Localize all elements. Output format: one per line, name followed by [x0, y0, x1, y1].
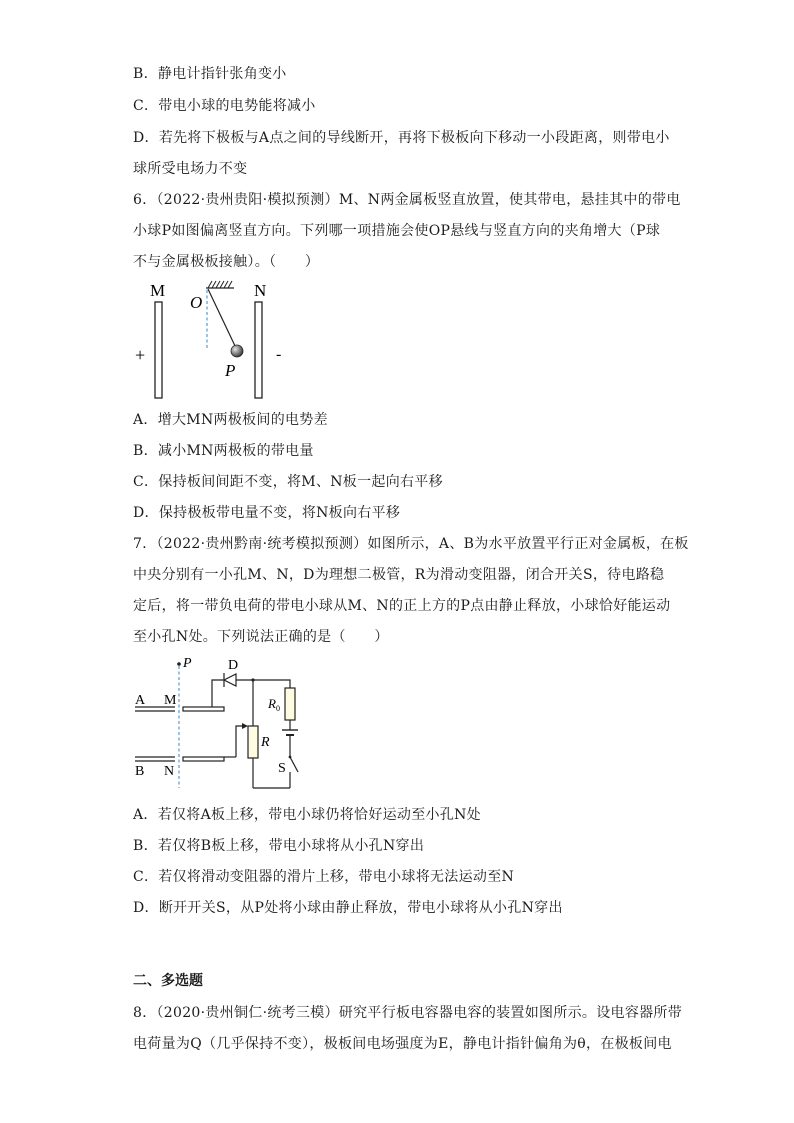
- point-p: [177, 662, 181, 666]
- diode-d: [224, 674, 236, 686]
- q7-option-c: C．若仅将滑动变阻器的滑片上移，带电小球将无法运动至N: [133, 869, 515, 885]
- node-top: [251, 678, 254, 681]
- q6-stem-line2: 小球P如图偏离竖直方向。下列哪一项措施会使OP悬线与竖直方向的夹角增大（P球: [133, 223, 661, 239]
- q8-stem-line2: 电荷量为Q（几乎保持不变），极板间电场强度为E，静电计指针偏角为θ，在极板间电: [133, 1036, 672, 1052]
- rheostat-r: [248, 726, 258, 758]
- label-p: P: [183, 656, 192, 671]
- q6-stem-line1: 6．（2022·贵州贵阳·模拟预测）M、N两金属板竖直放置，使其带电，悬挂其中的带电: [133, 192, 681, 208]
- q5-option-d-line2: 球所受电场力不变: [133, 161, 248, 177]
- minus-sign: -: [276, 346, 282, 363]
- pendulum-string: [208, 289, 236, 348]
- label-o: O: [190, 293, 203, 312]
- label-b: B: [135, 764, 145, 779]
- q7-stem-line1: 7．（2022·贵州黔南·统考模拟预测）如图所示，A、B为水平放置平行正对金属板，在板: [133, 536, 689, 552]
- label-m: M: [164, 693, 177, 708]
- slider-arrow: [242, 723, 248, 729]
- q7-option-d: D．断开开关S，从P处将小球由静止释放，带电小球将从小孔N穿出: [133, 900, 563, 916]
- rheostat-slider: [236, 726, 244, 744]
- q5-option-d-line1: D．若先将下极板与A点之间的导线断开，再将下极板向下移动一小段距离，则带电小: [133, 130, 670, 146]
- q7-stem-line2: 中央分别有一小孔M、N，D为理想二极管，R为滑动变阻器，闭合开关S，待电路稳: [133, 567, 665, 583]
- q5-option-b: B．静电计指针张角变小: [133, 66, 287, 82]
- resistor-r0: [285, 688, 295, 720]
- plus-sign: +: [135, 345, 146, 365]
- q6-option-d: D．保持极板带电量不变，将N板向右平移: [133, 505, 401, 521]
- label-d: D: [228, 658, 239, 673]
- plate-n: [255, 302, 262, 398]
- q8-stem-line1: 8．（2020·贵州铜仁·统考三模）研究平行板电容器电容的装置如图所示。设电容器所带: [133, 1005, 683, 1021]
- charged-ball-p: [231, 345, 243, 357]
- switch-s: [290, 757, 298, 772]
- label-a: A: [135, 693, 146, 708]
- q7-option-b: B．若仅将B板上移，带电小球将从小孔N穿出: [133, 838, 425, 854]
- label-r: R: [261, 735, 270, 750]
- q6-pendulum-figure: [128, 276, 308, 406]
- plate-m: [155, 302, 162, 398]
- q7-stem-line3: 定后，将一带负电荷的带电小球从M、N的正上方的P点由静止释放，小球恰好能运动: [133, 598, 671, 614]
- wire-top: [236, 680, 290, 688]
- q7-option-a: A．若仅将A板上移，带电小球仍将恰好运动至小孔N处: [133, 807, 481, 823]
- label-s: S: [278, 761, 286, 776]
- plate-b-right: [183, 757, 224, 761]
- plate-a-right: [183, 707, 224, 711]
- label-n: N: [254, 281, 267, 300]
- q7-circuit-figure: [128, 656, 308, 792]
- label-n: N: [164, 764, 175, 779]
- section-heading-multiple-choice: 二、多选题: [133, 973, 203, 989]
- q7-stem-line4: 至小孔N处。下列说法正确的是（ ）: [133, 629, 389, 645]
- q6-option-a: A．增大MN两极板间的电势差: [133, 412, 328, 428]
- q5-option-c: C．带电小球的电势能将减小: [133, 98, 316, 114]
- label-p: P: [225, 361, 236, 380]
- label-r0: $R_0$: [268, 696, 280, 713]
- q6-option-c: C．保持板间间距不变，将M、N板一起向右平移: [133, 474, 443, 490]
- ceiling-hatch: [208, 281, 232, 288]
- wire-a-diode: [212, 680, 224, 707]
- label-m: M: [150, 281, 166, 300]
- q6-option-b: B．减小MN两极板的带电量: [133, 443, 314, 459]
- q6-stem-line3: 不与金属极板接触）。（ ）: [133, 254, 320, 270]
